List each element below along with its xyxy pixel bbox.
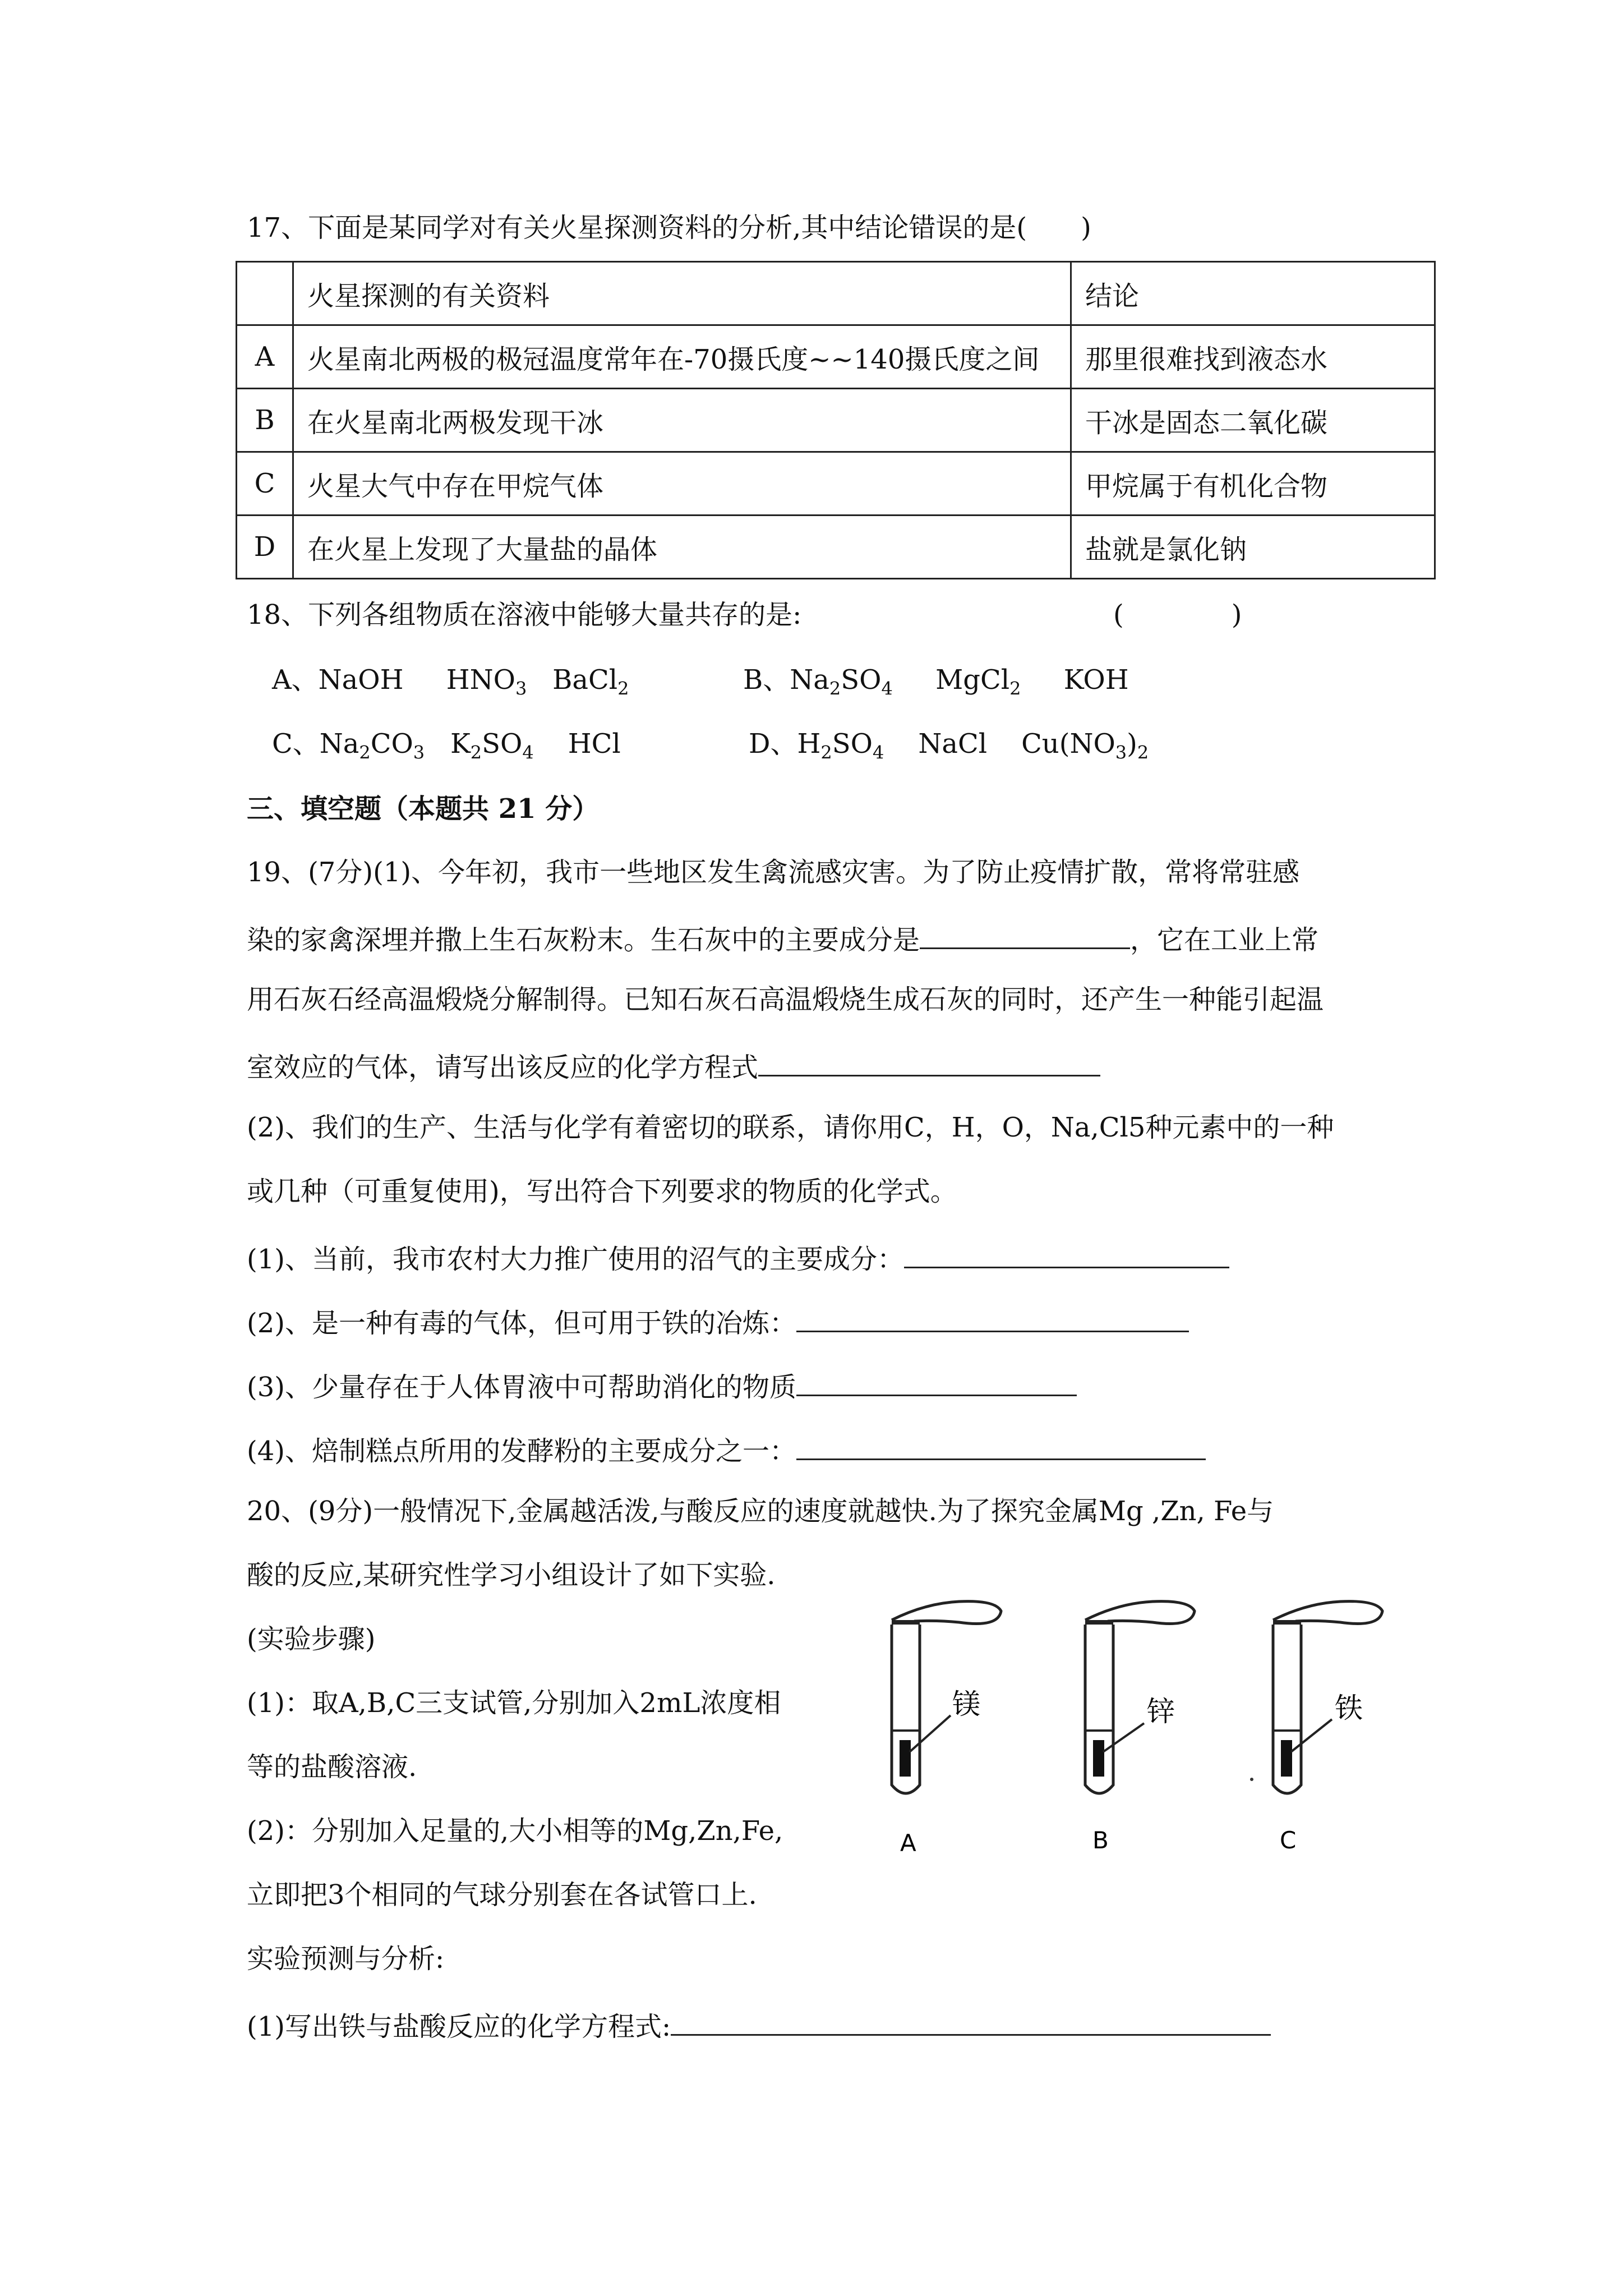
answer-blank[interactable] [904,1242,1229,1268]
q19-item [247,1434,1206,1465]
tube-mouth [1273,1620,1301,1625]
tube-letter: B [1092,1826,1109,1854]
table-cell: 火星南北两极的极冠温度常年在-70摄氏度~~140摄氏度之间 [293,325,1071,389]
tube-mouth [892,1620,920,1625]
subscript: 2 [617,678,629,700]
q19-line: 19、(7分)(1)、今年初，我市一些地区发生禽流感灾害。为了防止疫情扩散，常将常驻感 [247,857,1300,888]
subscript: 3 [515,678,527,700]
q17-stem: 17、下面是某同学对有关火星探测资料的分析,其中结论错误的是( ) [247,212,1091,243]
answer-blank[interactable] [920,923,1130,949]
table-cell: 干冰是固态二氧化碳 [1071,389,1435,452]
tube-letter: C [1280,1826,1297,1854]
metal-label: 铁 [1335,1692,1363,1724]
table-row [237,325,1435,389]
section-heading: 三、填空题（本题共 21 分） [247,793,600,825]
q19-text: 染的家禽深埋并撒上生石灰粉末。生石灰中的主要成分是 [247,924,920,956]
option-text: BaCl [552,664,618,696]
subscript: 2 [470,742,482,763]
q20-line: (1)：取A,B,C三支试管,分别加入2mL浓度相 [247,1687,781,1719]
option-text: C、Na [272,728,359,760]
q19-text: (4)、焙制糕点所用的发酵粉的主要成分之一： [247,1435,796,1467]
q18-option-c [272,730,621,762]
table-cell: 在火星南北两极发现干冰 [293,389,1071,452]
q18-option-d [749,730,1149,762]
q19-line [247,923,1318,954]
option-text: SO [832,728,873,760]
q19-text: (2)、是一种有毒的气体，但可用于铁的冶炼： [247,1308,796,1339]
table-cell: 火星大气中存在甲烷气体 [293,452,1071,516]
test-tube-a [892,1602,1001,1857]
q19-text: (1)、当前，我市农村大力推广使用的沼气的主要成分： [247,1244,904,1275]
option-text: SO [482,728,523,760]
q18-answer-paren: ( ) [1113,599,1242,631]
label-leader [910,1715,951,1752]
q20-line: 实验预测与分析: [247,1943,445,1975]
q17-table [236,261,1436,579]
option-text: NaCl [918,728,988,760]
option-text: CO [370,728,413,760]
option-text: A、NaOH [272,664,404,696]
metal-strip [1093,1740,1104,1777]
subscript: 2 [829,678,841,700]
q20-line: (实验步骤) [247,1623,376,1655]
test-tubes-figure [875,1593,1424,1862]
q19-line: 或几种（可重复使用)，写出符合下列要求的物质的化学式。 [247,1176,957,1207]
label-leader [1103,1723,1144,1752]
q18-stem: 18、下列各组物质在溶液中能够大量共存的是: [247,599,802,631]
metal-label: 镁 [952,1688,980,1720]
q20-text: (1)写出铁与盐酸反应的化学方程式: [247,2011,671,2042]
q20-line: 20、(9分)一般情况下,金属越活泼,与酸反应的速度就越快.为了探究金属Mg ,Zn, Fe与 [247,1496,1274,1527]
table-cell: D [237,516,293,579]
table-cell: A [237,325,293,389]
answer-blank[interactable] [796,1434,1206,1460]
option-text: ) [1127,728,1137,760]
q19-line [247,1050,1100,1081]
q18-option-b [743,666,1129,698]
subscript: 2 [1009,678,1021,700]
subscript: 2 [359,742,371,763]
test-tube-c [1273,1602,1382,1854]
q18-option-a [272,666,629,698]
table-cell: 甲烷属于有机化合物 [1071,452,1435,516]
metal-label: 锌 [1147,1695,1175,1728]
answer-blank[interactable] [758,1050,1100,1076]
answer-blank[interactable] [796,1370,1077,1396]
option-text: Cu(NO [1021,728,1115,760]
q19-line: 用石灰石经高温煅烧分解制得。已知石灰石高温煅烧生成石灰的同时，还产生一种能引起温 [247,984,1324,1015]
q19-item [247,1242,1229,1273]
metal-strip [900,1740,911,1777]
q20-line: (2)：分别加入足量的,大小相等的Mg,Zn,Fe, [247,1815,783,1847]
q20-line: 等的盐酸溶液. [247,1751,417,1783]
q19-text: 室效应的气体，请写出该反应的化学方程式 [247,1052,759,1083]
q19-line: (2)、我们的生产、生活与化学有着密切的联系，请你用C，H，O，Na,Cl5种元素中的一种 [247,1112,1334,1143]
label-leader [1291,1719,1332,1752]
table-cell: 在火星上发现了大量盐的晶体 [293,516,1071,579]
table-row [237,389,1435,452]
option-text: MgCl [935,664,1010,696]
subscript: 4 [522,742,534,763]
option-text: SO [841,664,882,696]
answer-blank[interactable] [671,2009,1271,2036]
stray-dot [1250,1778,1253,1781]
table-cell: 盐就是氯化钠 [1071,516,1435,579]
q19-text: ，它在工业上常 [1130,924,1319,956]
tube-letter: A [900,1829,916,1857]
option-text: K [450,728,471,760]
table-cell: 火星探测的有关资料 [293,262,1071,325]
subscript: 3 [1115,742,1127,763]
option-text: HCl [568,728,621,760]
table-row [237,452,1435,516]
table-row [237,262,1435,325]
table-cell: B [237,389,293,452]
table-cell: 结论 [1071,262,1435,325]
subscript: 3 [413,742,425,763]
option-text: HNO [446,664,516,696]
q19-item [247,1370,1077,1401]
answer-blank[interactable] [796,1306,1189,1332]
subscript: 4 [872,742,884,763]
subscript: 2 [820,742,832,763]
q20-line: 立即把3个相同的气球分别套在各试管口上. [247,1879,757,1911]
test-tube-b [1085,1602,1195,1854]
option-text: KOH [1063,664,1129,696]
table-row [237,516,1435,579]
table-cell: 那里很难找到液态水 [1071,325,1435,389]
option-text: D、H [749,728,821,760]
tube-mouth [1085,1620,1113,1625]
q19-item [247,1306,1189,1337]
subscript: 4 [881,678,893,700]
q20-line [247,2009,1271,2040]
table-cell [237,262,293,325]
subscript: 2 [1137,742,1149,763]
option-text: B、Na [743,664,829,696]
q20-line: 酸的反应,某研究性学习小组设计了如下实验. [247,1559,776,1591]
metal-strip [1281,1740,1292,1777]
q19-text: (3)、少量存在于人体胃液中可帮助消化的物质 [247,1372,796,1403]
table-cell: C [237,452,293,516]
